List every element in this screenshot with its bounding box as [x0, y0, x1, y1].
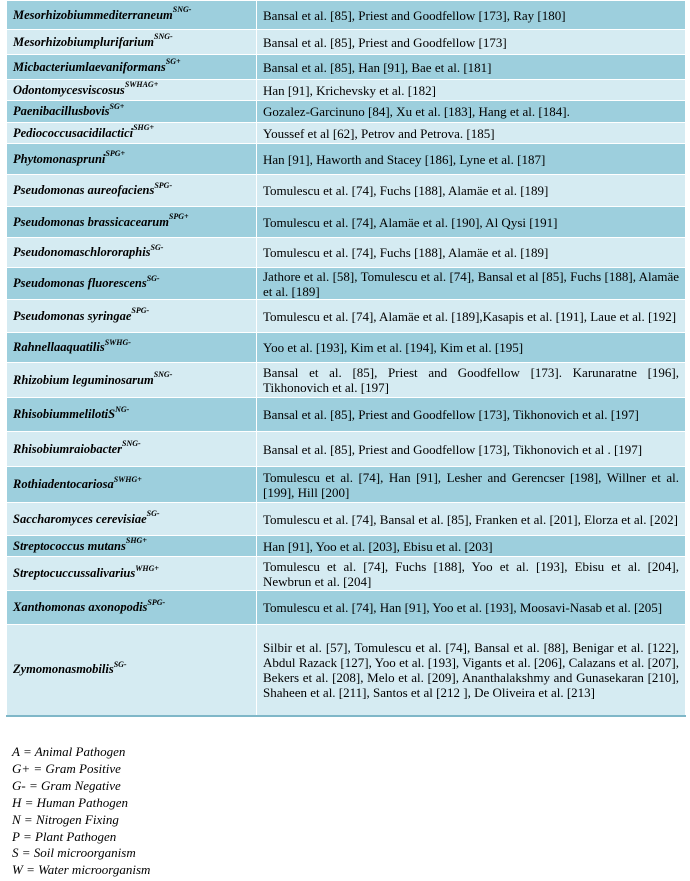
organism-characteristics: SG-	[146, 273, 160, 283]
organism-reference-table	[6, 0, 686, 717]
references-cell: Bansal et al. [85], Priest and Goodfellow [173], Tikhonovich et al. [197]	[257, 398, 686, 432]
organism-name: RhisobiummelilotiS	[13, 407, 116, 421]
references-cell: Yoo et al. [193], Kim et al. [194], Kim et al. [195]	[257, 333, 686, 363]
organism-name: Rahnellaaquatilis	[13, 340, 105, 354]
legend-item: S = Soil microorganism	[12, 845, 136, 861]
table-row	[7, 175, 686, 207]
organism-cell	[7, 625, 257, 716]
organism-name: Mesorhizobiumplurifarium	[13, 34, 155, 49]
organism-name: Mesorhizobiummediterraneum	[13, 7, 173, 22]
references-cell: Tomulescu et al. [74], Fuchs [188], Yoo et al. [193], Ebisu et al. [204], Newbrun et al. [204]	[257, 557, 686, 591]
table-row	[7, 207, 686, 238]
organism-cell	[7, 1, 257, 30]
references-cell: Silbir et al. [57], Tomulescu et al. [74], Bansal et al. [88], Benigar et al. [122], Abdul Razack [127], Yoo et al. [193], Vigants et al. [206], Calazans et al. [207], Bekers et al. [208], Melo et al. [209], Ananthalakshmy and Gunasekaran [210], Shaheen et al. [211], Santos et al [212 ], De Oliveira et al. [213]	[257, 625, 686, 716]
organism-cell	[7, 536, 257, 557]
table-row	[7, 333, 686, 363]
organism-characteristics: SPG+	[168, 212, 189, 222]
references-cell: Bansal et al. [85], Priest and Goodfellow [173], Tikhonovich et al . [197]	[257, 432, 686, 467]
organism-characteristics: SPG-	[154, 180, 173, 190]
references-cell: Gozalez-Garcinuno [84], Xu et al. [183], Hang et al. [184].	[257, 101, 686, 123]
organism-characteristics: SHG+	[133, 123, 155, 133]
references-cell: Tomulescu et al. [74], Han [91], Yoo et al. [193], Moosavi-Nasab et al. [205]	[257, 591, 686, 625]
organism-characteristics: SNG-	[153, 370, 173, 380]
organism-name: Streptococcus mutans	[13, 538, 126, 553]
table-row	[7, 557, 686, 591]
table-row	[7, 300, 686, 333]
table-row	[7, 268, 686, 300]
references-cell: Tomulescu et al. [74], Alamäe et al. [190], Al Qysi [191]	[257, 207, 686, 238]
references-cell: Bansal et al. [85], Priest and Goodfellow [173]. Karunaratne [196], Tikhonovich et al. [197]	[257, 363, 686, 398]
legend-item: G- = Gram Negative	[12, 777, 121, 793]
organism-cell	[7, 238, 257, 268]
organism-characteristics: NG-	[115, 404, 130, 414]
table-row	[7, 536, 686, 557]
organism-cell	[7, 268, 257, 300]
table-row	[7, 625, 686, 716]
table-row	[7, 30, 686, 55]
organism-name: Saccharomyces cerevisiae	[13, 511, 147, 526]
organism-cell	[7, 557, 257, 591]
legend-item: P = Plant Pathogen	[12, 828, 117, 844]
organism-cell	[7, 398, 257, 432]
organism-cell	[7, 300, 257, 333]
organism-cell	[7, 591, 257, 625]
references-cell: Youssef et al [62], Petrov and Petrova. [185]	[257, 123, 686, 144]
table-row	[7, 1, 686, 30]
organism-characteristics: SNG-	[172, 5, 192, 15]
organism-characteristics: SWHG-	[104, 337, 131, 347]
organism-cell	[7, 207, 257, 238]
organism-cell	[7, 101, 257, 123]
organism-cell	[7, 30, 257, 55]
organism-cell	[7, 175, 257, 207]
references-cell: Tomulescu et al. [74], Fuchs [188], Alamäe et al. [189]	[257, 175, 686, 207]
organism-cell	[7, 144, 257, 175]
organism-name: Phytomonaspruni	[13, 151, 106, 166]
legend-item: H = Human Pathogen	[12, 794, 129, 810]
organism-name: Micbacteriumlaevaniformans	[13, 59, 166, 74]
legend-item: N = Nitrogen Fixing	[12, 811, 119, 827]
references-cell: Han [91], Krichevsky et al. [182]	[257, 80, 686, 101]
organism-name: Rhizobium leguminosarum	[13, 372, 154, 387]
table-row	[7, 467, 686, 503]
legend-item: W = Water microorganism	[12, 862, 151, 878]
table-row	[7, 80, 686, 101]
organism-characteristics: SG-	[150, 242, 164, 252]
organism-cell	[7, 55, 257, 80]
organism-cell	[7, 432, 257, 467]
table-row	[7, 363, 686, 398]
organism-name: Odontomycesviscosus	[13, 82, 125, 97]
references-cell: Jathore et al. [58], Tomulescu et al. [74], Bansal et al [85], Fuchs [188], Alamäe et al. [189]	[257, 268, 686, 300]
references-cell: Tomulescu et al. [74], Fuchs [188], Alamäe et al. [189]	[257, 238, 686, 268]
organism-characteristics: SNG-	[154, 32, 173, 42]
organism-characteristics: SG+	[109, 101, 125, 111]
legend-item: G+ = Gram Positive	[12, 760, 121, 776]
organism-name: Pseudonomaschlororaphis	[13, 245, 151, 259]
organism-characteristics: SNG-	[122, 439, 141, 449]
organism-name: Paenibacillusbovis	[13, 104, 110, 118]
organism-name: Streptocuccussalivarius	[13, 566, 136, 580]
organism-cell	[7, 123, 257, 144]
references-cell: Han [91], Haworth and Stacey [186], Lyne et al. [187]	[257, 144, 686, 175]
table-row	[7, 123, 686, 144]
table-row	[7, 101, 686, 123]
organism-characteristics: SHG+	[125, 536, 147, 546]
table-row	[7, 432, 686, 467]
organism-cell	[7, 333, 257, 363]
references-cell: Bansal et al. [85], Priest and Goodfellow [173], Ray [180]	[257, 1, 686, 30]
table-row	[7, 55, 686, 80]
organism-name: Xanthomonas axonopodis	[13, 600, 148, 614]
organism-cell	[7, 503, 257, 536]
organism-name: Pseudomonas aureofaciens	[13, 183, 155, 197]
organism-name: Pseudomonas brassicacearum	[13, 214, 169, 229]
references-cell: Tomulescu et al. [74], Alamäe et al. [189],Kasapis et al. [191], Laue et al. [192]	[257, 300, 686, 333]
organism-name: Zymomonasmobilis	[13, 662, 114, 677]
table-row	[7, 144, 686, 175]
organism-characteristics: SG-	[146, 509, 160, 519]
references-cell: Tomulescu et al. [74], Bansal et al. [85], Franken et al. [201], Elorza et al. [202]	[257, 503, 686, 536]
organism-characteristics: SG+	[165, 57, 181, 67]
organism-cell	[7, 467, 257, 503]
table-row	[7, 591, 686, 625]
organism-characteristics: SPG-	[147, 597, 166, 607]
organism-name: Pseudomonas syringae	[13, 308, 132, 323]
organism-characteristics: WHG+	[135, 563, 159, 573]
legend-item: A = Animal Pathogen	[12, 744, 126, 759]
table-row	[7, 503, 686, 536]
organism-name: Rothiadentocariosa	[13, 477, 114, 491]
references-cell: Tomulescu et al. [74], Han [91], Lesher and Gerencser [198], Willner et al. [199], Hill [200]	[257, 467, 686, 503]
abbreviation-legend	[12, 744, 150, 879]
organism-characteristics: SG-	[113, 660, 127, 670]
references-cell: Bansal et al. [85], Priest and Goodfellow [173]	[257, 30, 686, 55]
references-cell: Han [91], Yoo et al. [203], Ebisu et al. [203]	[257, 536, 686, 557]
organism-name: Rhisobiumraiobacter	[13, 441, 123, 456]
organism-cell	[7, 363, 257, 398]
references-cell: Bansal et al. [85], Han [91], Bae et al. [181]	[257, 55, 686, 80]
organism-characteristics: SWHAG+	[124, 80, 159, 90]
organism-characteristics: SWHG+	[113, 474, 142, 484]
table-row	[7, 398, 686, 432]
organism-characteristics: SPG-	[131, 306, 150, 316]
table-row	[7, 238, 686, 268]
organism-name: Pediococcusacidilactici	[13, 125, 134, 140]
organism-cell	[7, 80, 257, 101]
organism-characteristics: SPG+	[105, 149, 126, 159]
organism-name: Pseudomonas fluorescens	[13, 276, 147, 290]
